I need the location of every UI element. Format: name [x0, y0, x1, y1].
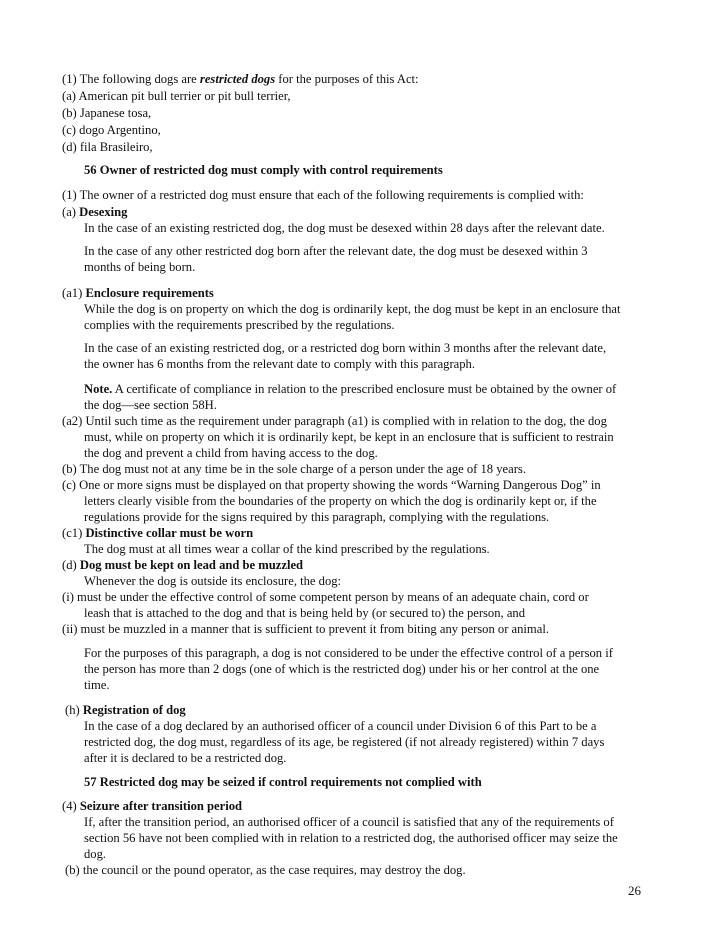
line-text: The dog must not at any time be in the sole charge of a person under the age of 18 years.: [79, 462, 526, 476]
line-label: (a): [62, 89, 76, 103]
section-56-heading: 56 Owner of restricted dog must comply with control requirements: [84, 163, 443, 177]
emphasis-term: restricted dogs: [199, 72, 276, 86]
line-label: (a2): [62, 414, 83, 428]
line-label: (c): [62, 123, 76, 137]
line-text: for the purposes of this Act:: [275, 72, 419, 86]
text-line: [62, 557, 303, 573]
subheading: Enclosure requirements: [85, 286, 214, 300]
text-line: In the case of any other restricted dog born after the relevant date, the dog must be desexed within 3: [84, 244, 588, 258]
text-line: [62, 139, 153, 155]
text-line: [62, 477, 601, 493]
text-line: [62, 621, 549, 637]
text-line: the person has more than 2 dogs (one of which is the restricted dog) under his or her control at the one: [84, 662, 600, 676]
text-line: [62, 105, 151, 121]
line-text: the council or the pound operator, as the case requires, may destroy the dog.: [82, 863, 466, 877]
line-label: (b): [62, 106, 77, 120]
note-line: [84, 381, 616, 397]
subheading: Dog must be kept on lead and be muzzled: [79, 558, 304, 572]
text-line: For the purposes of this paragraph, a dog is not considered to be under the effective control of a person if: [84, 646, 613, 660]
line-label: (b): [62, 462, 77, 476]
text-line: letters clearly visible from the boundaries of the property on which the dog is ordinarily kept or, if the: [84, 494, 597, 508]
line-label: (i): [62, 590, 74, 604]
subheading: Registration of dog: [82, 703, 186, 717]
text-line: months of being born.: [84, 260, 196, 274]
line-text: Japanese tosa,: [79, 106, 152, 120]
line-label: (c): [62, 478, 76, 492]
text-line: [65, 862, 466, 878]
text-line: [62, 461, 526, 477]
text-line: dog.: [84, 847, 107, 861]
text-line: Whenever the dog is outside its enclosure, the dog:: [84, 574, 342, 588]
section-57-heading: 57 Restricted dog may be seized if control requirements not complied with: [84, 775, 482, 789]
line-label: (c1): [62, 526, 83, 540]
page-number: 26: [628, 883, 641, 898]
line-label: (d): [62, 558, 77, 572]
text-line: time.: [84, 678, 110, 692]
line-label: (a): [62, 205, 76, 219]
line-label: (a1): [62, 286, 83, 300]
text-line: [62, 88, 291, 104]
text-line: [62, 285, 214, 301]
line-text: must be muzzled in a manner that is sufficient to prevent it from biting any person or animal.: [80, 622, 549, 636]
text-line: In the case of a dog declared by an authorised officer of a council under Division 6 of this Part to be a: [84, 719, 597, 733]
text-line: [62, 798, 242, 814]
text-line: [65, 702, 186, 718]
line-label: (4): [62, 799, 77, 813]
line-text: American pit bull terrier or pit bull terrier,: [78, 89, 291, 103]
line-label: (h): [65, 703, 80, 717]
subheading: Distinctive collar must be worn: [85, 526, 254, 540]
line-text: One or more signs must be displayed on that property showing the words “Warning Dangerous Dog” in: [79, 478, 601, 492]
text-line: If, after the transition period, an authorised officer of a council is satisfied that any of the requirements of: [84, 815, 614, 829]
text-line: the owner has 6 months from the relevant date to comply with this paragraph.: [84, 357, 476, 371]
subheading: Desexing: [79, 205, 128, 219]
text-line: the dog—see section 58H.: [84, 398, 217, 412]
line-text: must be under the effective control of some competent person by means of an adequate chain, cord or: [77, 590, 589, 604]
line-label: (b): [65, 863, 80, 877]
line-text: fila Brasileiro,: [79, 140, 153, 154]
text-line: the dog and prevent a child from having access to the dog.: [84, 446, 378, 460]
text-line: In the case of an existing restricted dog, the dog must be desexed within 28 days after the relevant date.: [84, 221, 605, 235]
note-label: Note.: [84, 382, 113, 396]
line-label: (1): [62, 72, 77, 86]
text-line: [62, 589, 589, 605]
line-label: (d): [62, 140, 77, 154]
text-line: must, while on property on which it is ordinarily kept, be kept in an enclosure that is sufficient to restrain: [84, 430, 614, 444]
line-text: The following dogs are: [79, 72, 200, 86]
text-line: In the case of an existing restricted dog, or a restricted dog born within 3 months after the relevant date,: [84, 341, 607, 355]
text-line: complies with the requirements prescribed by the regulations.: [84, 318, 395, 332]
text-line: [62, 187, 584, 203]
text-line: [62, 71, 419, 87]
line-text: Until such time as the requirement under paragraph (a1) is complied with in relation to the dog, the dog: [85, 414, 607, 428]
text-line: [62, 204, 127, 220]
text-line: leash that is attached to the dog and that is being held by (or secured to) the person, and: [84, 606, 526, 620]
text-line: [62, 413, 607, 429]
text-line: regulations provide for the signs required by this paragraph, complying with the regulations.: [84, 510, 550, 524]
text-line: section 56 have not been complied with in relation to a restricted dog, the authorised officer may seize the: [84, 831, 618, 845]
text-line: The dog must at all times wear a collar of the kind prescribed by the regulations.: [84, 542, 490, 556]
line-text: A certificate of compliance in relation to the prescribed enclosure must be obtained by the owner of: [112, 382, 617, 396]
text-line: restricted dog, the dog must, regardless of its age, be registered (if not already registered) within 7 days: [84, 735, 605, 749]
line-text: The owner of a restricted dog must ensure that each of the following requirements is complied with:: [79, 188, 584, 202]
line-label: (ii): [62, 622, 78, 636]
subheading: Seizure after transition period: [79, 799, 243, 813]
text-line: [62, 525, 253, 541]
text-line: While the dog is on property on which the dog is ordinarily kept, the dog must be kept in an enclosure that: [84, 302, 621, 316]
line-text: dogo Argentino,: [79, 123, 161, 137]
line-label: (1): [62, 188, 77, 202]
text-line: after it is declared to be a restricted dog.: [84, 751, 287, 765]
text-line: [62, 122, 161, 138]
